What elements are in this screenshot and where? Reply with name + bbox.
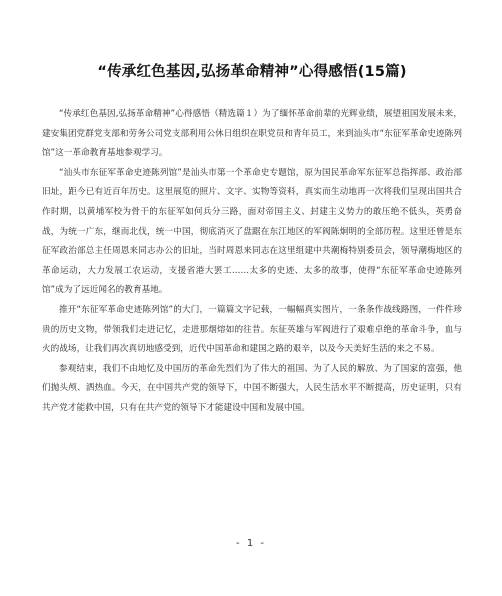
paragraph-1: “传承红色基因,弘扬革命精神”心得感悟（精选篇１）为了缅怀革命前辈的光辉业绩，展望祖国发展未来，建安集团党群党支部和劳务公司党支部利用公休日组织在职党员和青年员工，来到汕头市“东征军革命史迹陈列馆”这一革命教育基地参观学习。 [42, 109, 462, 159]
document-title: “传承红色基因,弘扬革命精神”心得感悟(15篇) [97, 64, 407, 80]
paragraph-3: 推开“东征军革命史迹陈列馆”的大门，一篇篇文字记载，一幅幅真实图片，一条条作战线路图，一件件珍贵的历史文物，带领我们走进记忆，走进那烟熔如的往昔。东征英雄与军阀进行了艰难卓绝的革命斗争，血与火的战场，让我们再次真切地感受到，近代中国革命和建国之路的艰辛，以及今天美好生活的来之不易。 [42, 304, 462, 355]
page-number: - 1 - [236, 538, 266, 549]
paragraph-2: “汕头市东征军革命史迹陈列馆”是汕头市第一个革命史专题馆，原为国民革命军东征军总指挥部、政治部旧址，距今已有近百年历史。这里展览的照片、文字、实物等资料，真实而生动地再一次将我们呈现出国共合作时期，以黄埔军校为骨干的东征军如何兵分三路，面对帝国主义、封建主义势力的敢压绝不低头，英勇奋战，为统一广东，继而北伐，统一中国，彻底消灭了盘踞在东江地区的军阀陈炯明的全部历程。这里还曾是东征军政治部总主任周恩来同志办公的旧址，当时周恩来同志在这里组建中共潮梅特别委员会，领导潮梅地区的革命运动，大力发展工农运动，支援省港大罢工……太多的史迹、太多的故事，使得“东征军革命史迹陈列馆”成为了远近闻名的教育基地。 [42, 167, 462, 296]
paragraph-4: 参观结束，我们不由地忆及中国历的革命先烈们为了伟大的祖国、为了人民的解放、为了国家的富强，他们抛头颅、洒热血。今天，在中国共产党的领导下，中国不断强大，人民生活水平不断提高，历史证明，只有共产党才能救中国，只有在共产党的领导下才能建设中国和发展中国。 [42, 363, 462, 413]
